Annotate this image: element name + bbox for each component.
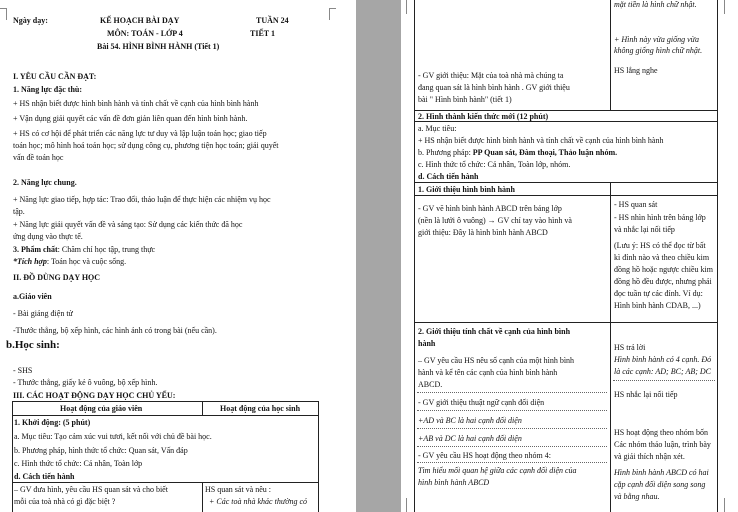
table-cell: +AB và DC là hai cạnh đối diện: [418, 434, 522, 443]
table-cell: mặt tiền là hình chữ nhật.: [614, 0, 697, 9]
table-cell: Các nhóm thảo luận, trình bày: [614, 440, 711, 449]
text-line: - Thước thẳng, giấy kẻ ô vuông, bộ xếp hình.: [13, 378, 158, 387]
text-line: ứng dụng vào thực tế.: [13, 232, 83, 241]
text-line: tập.: [13, 207, 25, 216]
table-cell: hình bình hành ABCD: [418, 478, 490, 487]
table-cell: và bằng nhau.: [614, 492, 660, 501]
text-line: - SHS: [13, 366, 33, 375]
table-header-student: Hoạt động của học sinh: [220, 404, 301, 413]
table-cell: HS nhắc lại nối tiếp: [614, 390, 678, 399]
table-cell: b. Phương pháp, hình thức tổ chức: Quan sát, Vấn đáp: [14, 446, 188, 455]
subsection-heading: b.Học sinh:: [6, 339, 60, 351]
week-label: TUẦN 24: [256, 16, 289, 25]
table-cell: – GV yêu cầu HS nêu số cạnh của một hình bình: [418, 356, 575, 365]
table-cell: không giống hình chữ nhật.: [614, 46, 703, 55]
divider: [417, 446, 607, 447]
plan-title: KẾ HOẠCH BÀI DẠY: [100, 16, 180, 25]
table-cell: (Lưu ý: HS có thể đọc từ bất: [614, 241, 706, 250]
method-text: PP Quan sát, Đàm thoại, Thảo luận nhóm.: [472, 148, 618, 157]
activity-heading: hành: [418, 339, 436, 348]
table-cell: - GV vẽ hình bình hành ABCD trên bảng lớp: [418, 204, 562, 213]
table-cell: giới thiệu: Đây là hình bình hành ABCD: [418, 228, 548, 237]
margin-mark: [724, 0, 725, 14]
table-cell: kì đỉnh nào và theo chiều kim: [614, 253, 710, 262]
margin-mark: [406, 498, 407, 512]
divider: [417, 410, 607, 411]
table-cell: - GV giới thiệu: Mặt của toà nhà mà chúng ta: [418, 71, 564, 80]
text-line: + Vận dụng giải quyết các vấn đề đơn giản liên quan đến hình bình hành.: [13, 114, 248, 123]
table-cell: đang quan sát là hình bình hành . GV giới thiệu: [418, 83, 570, 92]
qualities-text: : Chăm chỉ học tập, trung thực: [57, 245, 156, 254]
text-line: + HS nhận biết được hình bình hành và tính chất về cạnh của hình bình hành: [13, 99, 259, 108]
table-cell: (nền là lưới ô vuông) → GV chỉ tay vào hình và: [418, 216, 572, 225]
divider: [417, 392, 607, 393]
period-label: TIẾT 1: [250, 29, 275, 38]
margin-mark: [330, 8, 336, 9]
integration-label: *Tích hợp: [13, 257, 47, 266]
table-cell: c. Hình thức tổ chức: Cá nhân, Toàn lớp, nhóm.: [418, 160, 571, 169]
table-cell: + HS nhận biết được hình bình hành và tính chất về cạnh của hình bình hành: [418, 136, 664, 145]
divider: [417, 428, 607, 429]
table-cell: HS trả lời: [614, 343, 646, 352]
section-heading: I. YÊU CẦU CẦN ĐẠT:: [13, 72, 97, 81]
margin-mark: [724, 498, 725, 512]
table-cell: và giải thích nhận xét.: [614, 452, 685, 461]
document-page-right: [401, 0, 738, 512]
margin-mark: [6, 8, 7, 20]
activity-heading: 2. Hình thành kiến thức mới (12 phút): [418, 112, 549, 121]
table-header-teacher: Hoạt động của giáo viên: [60, 404, 143, 413]
divider: [417, 462, 607, 463]
table-cell: đồng hồ hoặc ngược chiều kim: [614, 265, 713, 274]
method-label: b. Phương pháp:: [418, 148, 473, 157]
divider: [613, 380, 715, 381]
lesson-title: Bài 54. HÌNH BÌNH HÀNH (Tiết 1): [97, 42, 220, 51]
qualities-label: 3. Phẩm chất: [13, 245, 58, 254]
table-cell: d. Cách tiến hành: [14, 472, 75, 481]
subject-label: MÔN: TOÁN - LỚP 4: [107, 29, 183, 38]
table-cell: +AD và BC là hai cạnh đối diện: [418, 416, 522, 425]
date-label: Ngày dạy:: [13, 16, 48, 25]
table-cell: và nhắc lại nối tiếp: [614, 225, 675, 234]
table-cell: Hình bình hành CDAB, ...): [614, 301, 701, 310]
table-cell: đọc tuần tự các đỉnh. Ví dụ:: [614, 289, 703, 298]
table-cell: - GV giới thiệu thuật ngữ cạnh đối diện: [418, 398, 545, 407]
integration-text: : Toán học và cuộc sống.: [46, 257, 127, 266]
table-cell: mỗi của toà nhà có gì đặc biệt ?: [14, 497, 116, 506]
subsection-heading: 1. Năng lực đặc thù:: [13, 85, 83, 94]
text-line: + HS có cơ hội để phát triển các năng lực tư duy và lập luận toán học; giao tiếp: [13, 129, 267, 138]
subsection-heading: 2. Năng lực chung.: [13, 178, 77, 187]
document-page-left: [0, 0, 356, 512]
section-heading: III. CÁC HOẠT ĐỘNG DẠY HỌC CHỦ YẾU:: [13, 391, 176, 400]
table-cell: HS quan sát và nêu :: [205, 485, 271, 494]
text-line: + Năng lực giao tiếp, hợp tác: Trao đổi, thảo luận để thực hiện các nhiệm vụ học: [13, 195, 271, 204]
margin-mark: [406, 0, 407, 14]
table-cell: Hình bình hành ABCD có hai: [614, 468, 709, 477]
margin-mark: [329, 8, 330, 20]
section-heading: II. ĐỒ DÙNG DẠY HỌC: [13, 273, 101, 282]
text-line: toán học; mô hình hoá toán học; sử dụng công cụ, phương tiện học toán; giải quyết: [13, 141, 279, 150]
table-cell: c. Hình thức tổ chức: Cá nhân, Toàn lớp: [14, 459, 143, 468]
activity-heading: 1. Khởi động: (5 phút): [14, 418, 91, 427]
table-cell: HS hoạt động theo nhóm bốn: [614, 428, 708, 437]
text-line: - Bài giảng điện tử: [13, 309, 73, 318]
table-cell: bài " Hình bình hành" (tiết 1): [418, 95, 512, 104]
table-cell: Hình bình hành có 4 cạnh. Đó: [614, 355, 712, 364]
table-cell: HS lắng nghe: [614, 66, 658, 75]
table-cell: là các cạnh: AD; BC; AB; DC: [614, 367, 712, 376]
table-cell: + Hình này vừa giống vừa: [614, 35, 699, 44]
subsection-heading: a.Giáo viên: [13, 292, 52, 301]
table-cell: ABCD.: [418, 380, 443, 389]
text-line: vấn đề toán học: [13, 153, 64, 162]
table-cell: – GV đưa hình, yêu cầu HS quan sát và cho biết: [14, 485, 168, 494]
table-cell: - GV yêu cầu HS hoạt động theo nhóm 4:: [418, 451, 551, 460]
table-cell: + Các toà nhà khác thường có: [209, 497, 308, 506]
table-cell: cặp cạnh đối diện song song: [614, 480, 706, 489]
table-cell: đồng hồ đều được, nhưng phải: [614, 277, 712, 286]
table-cell: - HS nhìn hình trên bảng lớp: [614, 213, 706, 222]
table-cell: a. Mục tiêu:: [418, 124, 457, 133]
table-cell: - HS quan sát: [614, 200, 658, 209]
text-line: + Năng lực giải quyết vấn đề và sáng tạo: Sử dụng các kiến thức đã học: [13, 220, 243, 229]
margin-mark: [0, 8, 6, 9]
activity-heading: 2. Giới thiệu tính chất về cạnh của hình bình: [418, 327, 571, 336]
table-cell: hành và kể tên các cạnh của hình bình hành: [418, 368, 558, 377]
activity-heading: 1. Giới thiệu hình bình hành: [418, 185, 515, 194]
table-cell: d. Cách tiến hành: [418, 172, 479, 181]
text-line: -Thước thẳng, bộ xếp hình, các hình ảnh có trong bài (nếu cần).: [13, 326, 217, 335]
table-cell: Tìm hiểu mối quan hệ giữa các cạnh đối diện của: [418, 466, 577, 475]
table-cell: a. Mục tiêu: Tạo cảm xúc vui tươi, kết nối với chủ đề bài học.: [14, 432, 212, 441]
